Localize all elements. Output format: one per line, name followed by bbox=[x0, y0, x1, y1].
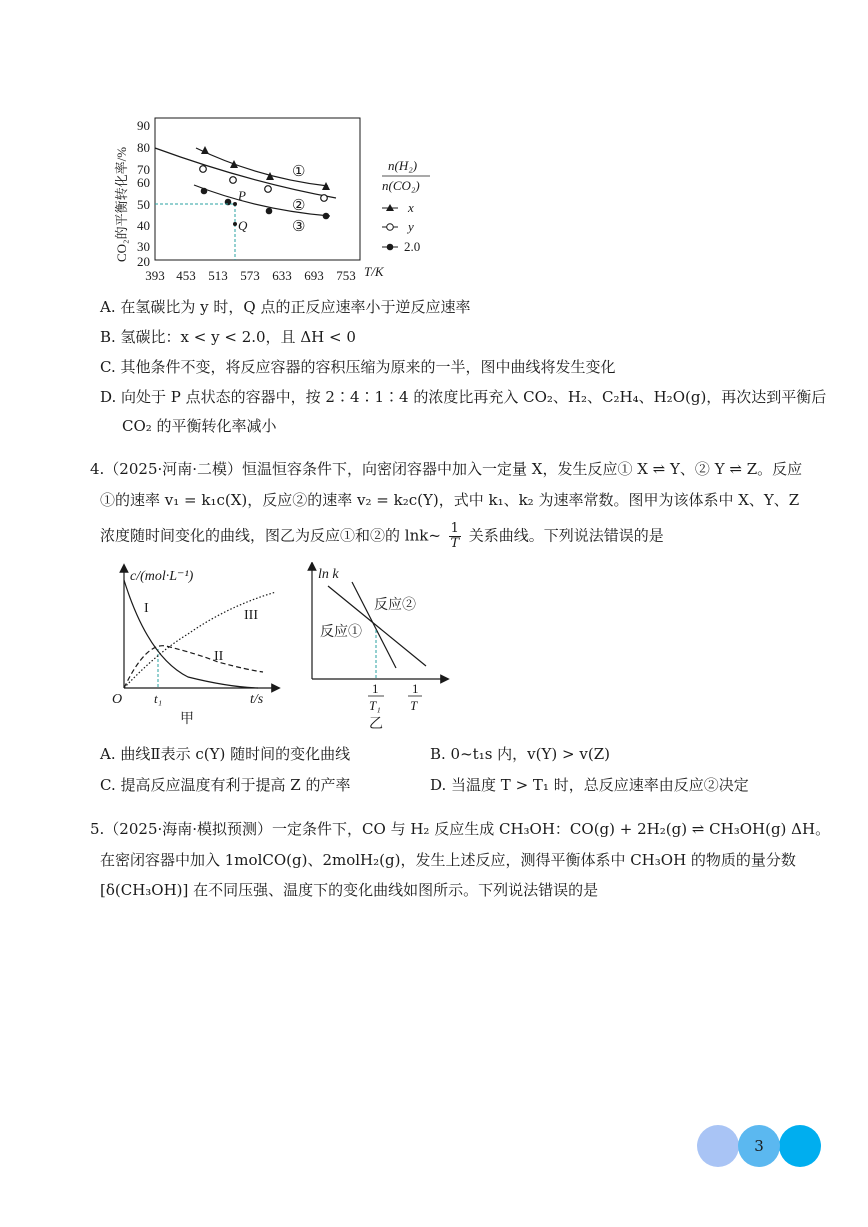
q3-option-d: D. 向处于 P 点状态的容器中，按 2∶4∶1∶4 的浓度比再充入 CO₂、H₂、C₂H₄、H₂O(g)，再次达到平衡后 bbox=[100, 388, 827, 406]
q5-stem-line-1: 5.（2025·海南·模拟预测）一定条件下，CO 与 H₂ 反应生成 CH₃OH：CO(g) + 2H₂(g) ⇌ CH₃OH(g) ΔH。 bbox=[90, 820, 831, 838]
jia-xlabel: t/s bbox=[250, 692, 264, 707]
fig1-curve-3 bbox=[194, 185, 330, 216]
q4-frac-num: 1 bbox=[450, 521, 459, 536]
q4-stem-line-2: ①的速率 v₁ = k₁c(X)，反应②的速率 v₂ = k₂c(Y)，式中 k₁、k₂ 为速率常数。图甲为该体系中 X、Y、Z bbox=[100, 491, 800, 509]
triangle-marker bbox=[201, 146, 209, 154]
fig1-xticks bbox=[145, 268, 356, 283]
fig1-xlabel: T/K bbox=[364, 264, 384, 279]
jia-caption: 甲 bbox=[180, 712, 194, 727]
fig1-ylabel: CO₂的平衡转化率/% bbox=[114, 146, 129, 262]
yi-label-r2: 反应② bbox=[374, 598, 416, 613]
figure-co2-conversion bbox=[108, 110, 448, 290]
dot-marker bbox=[323, 213, 330, 220]
q3-option-d-cont: CO₂ 的平衡转化率减小 bbox=[122, 417, 277, 435]
jia-origin: O bbox=[112, 692, 123, 707]
yi-tick-num-1: 1 bbox=[372, 681, 379, 696]
fig1-point-q bbox=[233, 222, 237, 226]
q3-option-c: C. 其他条件不变，将反应容器的容积压缩为原来的一半，图中曲线将发生变化 bbox=[100, 358, 616, 376]
jia-curve-1 bbox=[124, 580, 258, 688]
q5-stem-line-2: 在密闭容器中加入 1molCO(g)、2molH₂(g)，发生上述反应，测得平衡体系中 CH₃OH 的物质的量分数 bbox=[100, 851, 796, 869]
xtick: 753 bbox=[336, 268, 356, 283]
yi-tick-t: T bbox=[410, 698, 418, 713]
legend-item-2-0: 2.0 bbox=[404, 239, 421, 254]
dot-marker bbox=[201, 188, 208, 195]
fig1-point-p bbox=[233, 202, 237, 206]
legend-item-y: y bbox=[408, 219, 414, 234]
xtick: 453 bbox=[176, 268, 196, 283]
figure-yi bbox=[300, 562, 460, 737]
xtick: 633 bbox=[272, 268, 292, 283]
legend-title-bottom: n(CO₂) bbox=[382, 178, 420, 193]
legend-title-top: n(H₂) bbox=[388, 158, 418, 173]
ytick: 80 bbox=[137, 140, 150, 155]
fig1-yticks bbox=[137, 118, 150, 269]
xtick: 513 bbox=[208, 268, 228, 283]
xtick: 573 bbox=[240, 268, 260, 283]
ytick: 70 bbox=[137, 162, 150, 177]
q4-stem-line-3 bbox=[100, 522, 664, 551]
fig1-curve-label-3: ③ bbox=[292, 219, 306, 235]
q3-option-b: B. 氢碳比：x < y < 2.0，且 ΔH < 0 bbox=[100, 328, 356, 346]
jia-label-i: I bbox=[144, 601, 149, 616]
yi-ylabel: ln k bbox=[318, 567, 339, 582]
q4-option-a: A. 曲线Ⅱ表示 c(Y) 随时间的变化曲线 bbox=[100, 745, 351, 763]
fig1-legend bbox=[382, 158, 430, 254]
dot-marker bbox=[266, 208, 273, 215]
fig1-curve-label-2: ② bbox=[292, 198, 306, 214]
jia-t1: t₁ bbox=[154, 691, 163, 706]
jia-ylabel: c/(mol·L⁻¹) bbox=[130, 569, 194, 584]
figure-jia bbox=[108, 562, 288, 732]
fig1-curve-1 bbox=[196, 148, 328, 186]
yi-label-r1: 反应① bbox=[320, 625, 362, 640]
page-number-badge bbox=[738, 1125, 780, 1167]
q4-option-c: C. 提高反应温度有利于提高 Z 的产率 bbox=[100, 776, 351, 794]
circle-marker bbox=[200, 166, 207, 173]
page-badge-right bbox=[779, 1125, 821, 1167]
circle-marker bbox=[230, 177, 237, 184]
q4-stem-line-1: 4.（2025·河南·二模）恒温恒容条件下，向密闭容器中加入一定量 X，发生反应① X ⇌ Y、② Y ⇌ Z。反应 bbox=[90, 460, 803, 478]
legend-item-x: x bbox=[408, 200, 414, 215]
legend-open-circle-icon bbox=[387, 224, 394, 231]
circle-marker bbox=[265, 186, 272, 193]
jia-label-iii: III bbox=[244, 608, 258, 623]
q4-option-b: B. 0~t₁s 内，v(Y) > v(Z) bbox=[430, 745, 610, 763]
ytick: 90 bbox=[137, 118, 150, 133]
fig1-label-p: P bbox=[238, 188, 246, 203]
q4-frac bbox=[449, 522, 461, 551]
page-number: 3 bbox=[754, 1137, 764, 1155]
jia-label-ii: II bbox=[214, 649, 224, 664]
xtick: 393 bbox=[145, 268, 165, 283]
q4-option-d: D. 当温度 T > T₁ 时，总反应速率由反应②决定 bbox=[430, 776, 749, 794]
yi-caption: 乙 bbox=[369, 717, 383, 732]
ytick: 40 bbox=[137, 218, 150, 233]
jia-curve-2 bbox=[124, 646, 263, 688]
legend-dot-icon bbox=[387, 244, 394, 251]
fig1-label-q: Q bbox=[238, 218, 248, 233]
q4-stem-tail: 关系曲线。下列说法错误的是 bbox=[468, 526, 664, 545]
q3-option-a: A. 在氢碳比为 y 时，Q 点的正反应速率小于逆反应速率 bbox=[100, 298, 471, 316]
xtick: 693 bbox=[304, 268, 324, 283]
circle-marker bbox=[321, 195, 328, 202]
yi-tick-t1: T₁ bbox=[369, 698, 381, 713]
q4-stem-text: 浓度随时间变化的曲线，图乙为反应①和②的 lnk~ bbox=[100, 526, 441, 545]
q4-frac-den: T bbox=[450, 536, 460, 551]
ytick: 50 bbox=[137, 197, 150, 212]
q5-stem-line-3: [δ(CH₃OH)] 在不同压强、温度下的变化曲线如图所示。下列说法错误的是 bbox=[100, 881, 599, 899]
ytick: 30 bbox=[137, 239, 150, 254]
yi-tick-num-2: 1 bbox=[412, 681, 419, 696]
page-badge-left bbox=[697, 1125, 739, 1167]
ytick: 60 bbox=[137, 175, 150, 190]
triangle-marker bbox=[230, 160, 238, 168]
fig1-curve-label-1: ① bbox=[292, 164, 306, 180]
ytick: 20 bbox=[137, 254, 150, 269]
